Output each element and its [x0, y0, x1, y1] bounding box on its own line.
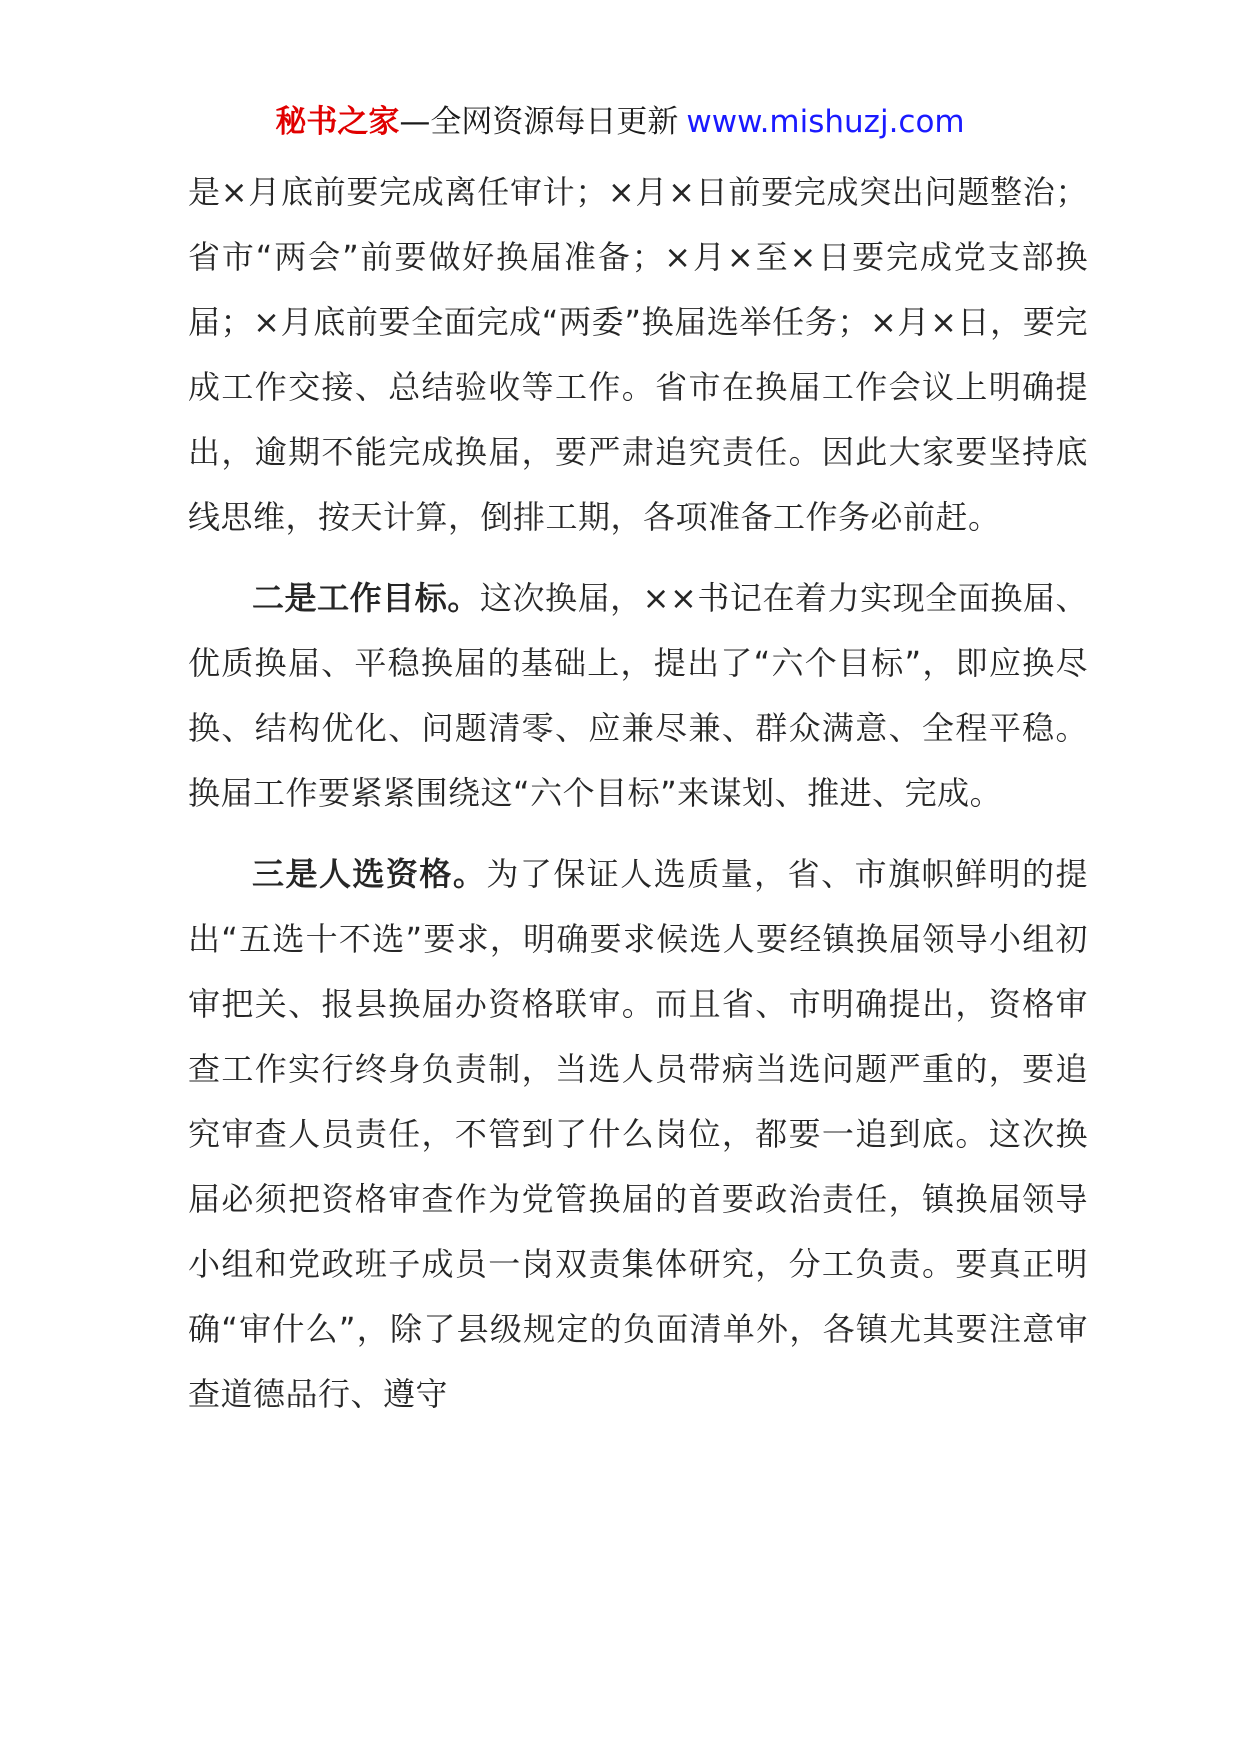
- paragraph-text: 为了保证人选质量，省、市旗帜鲜明的提出“五选十不选”要求，明确要求候选人要经镇换届领导小组初审把关、报县换届办资格联审。而且省、市明确提出，资格审查工作实行终身负责制，当选人员带病当选问题严重的，要追究审查人员责任，不管到了什么岗位，都要一追到底。这次换届必须把资格审查作为党管换届的首要政治责任，镇换届领导小组和党政班子成员一岗双责集体研究，分工负责。要真正明确“审什么”，除了县级规定的负面清单外，各镇尤其要注意审查道德品行、遵守: [188, 855, 1088, 1413]
- page-header: [0, 100, 1240, 144]
- paragraph-candidate-qualification: [188, 842, 1088, 1427]
- site-name: 秘书之家: [275, 104, 400, 140]
- paragraph-heading: 三是人选资格。: [252, 855, 487, 893]
- paragraph-text: 这次换届，××书记在着力实现全面换届、优质换届、平稳换届的基础上，提出了“六个目标”，即应换尽换、结构优化、问题清零、应兼尽兼、群众满意、全程平稳。换届工作要紧紧围绕这“六个目标”来谋划、推进、完成。: [188, 579, 1088, 812]
- paragraph-continuation: [188, 160, 1088, 550]
- paragraph-work-goals: [188, 566, 1088, 826]
- site-tagline: —全网资源每日更新: [399, 104, 679, 140]
- paragraph-heading: 二是工作目标。: [252, 579, 480, 617]
- site-url-link[interactable]: www.mishuzj.com: [686, 104, 965, 140]
- paragraph-text: 是×月底前要完成离任审计；×月×日前要完成突出问题整治；省市“两会”前要做好换届准备；×月×至×日要完成党支部换届；×月底前要全面完成“两委”换届选举任务；×月×日，要完成工作交接、总结验收等工作。省市在换届工作会议上明确提出，逾期不能完成换届，要严肃追究责任。因此大家要坚持底线思维，按天计算，倒排工期，各项准备工作务必前赶。: [188, 173, 1088, 536]
- document-body: [188, 160, 1088, 1427]
